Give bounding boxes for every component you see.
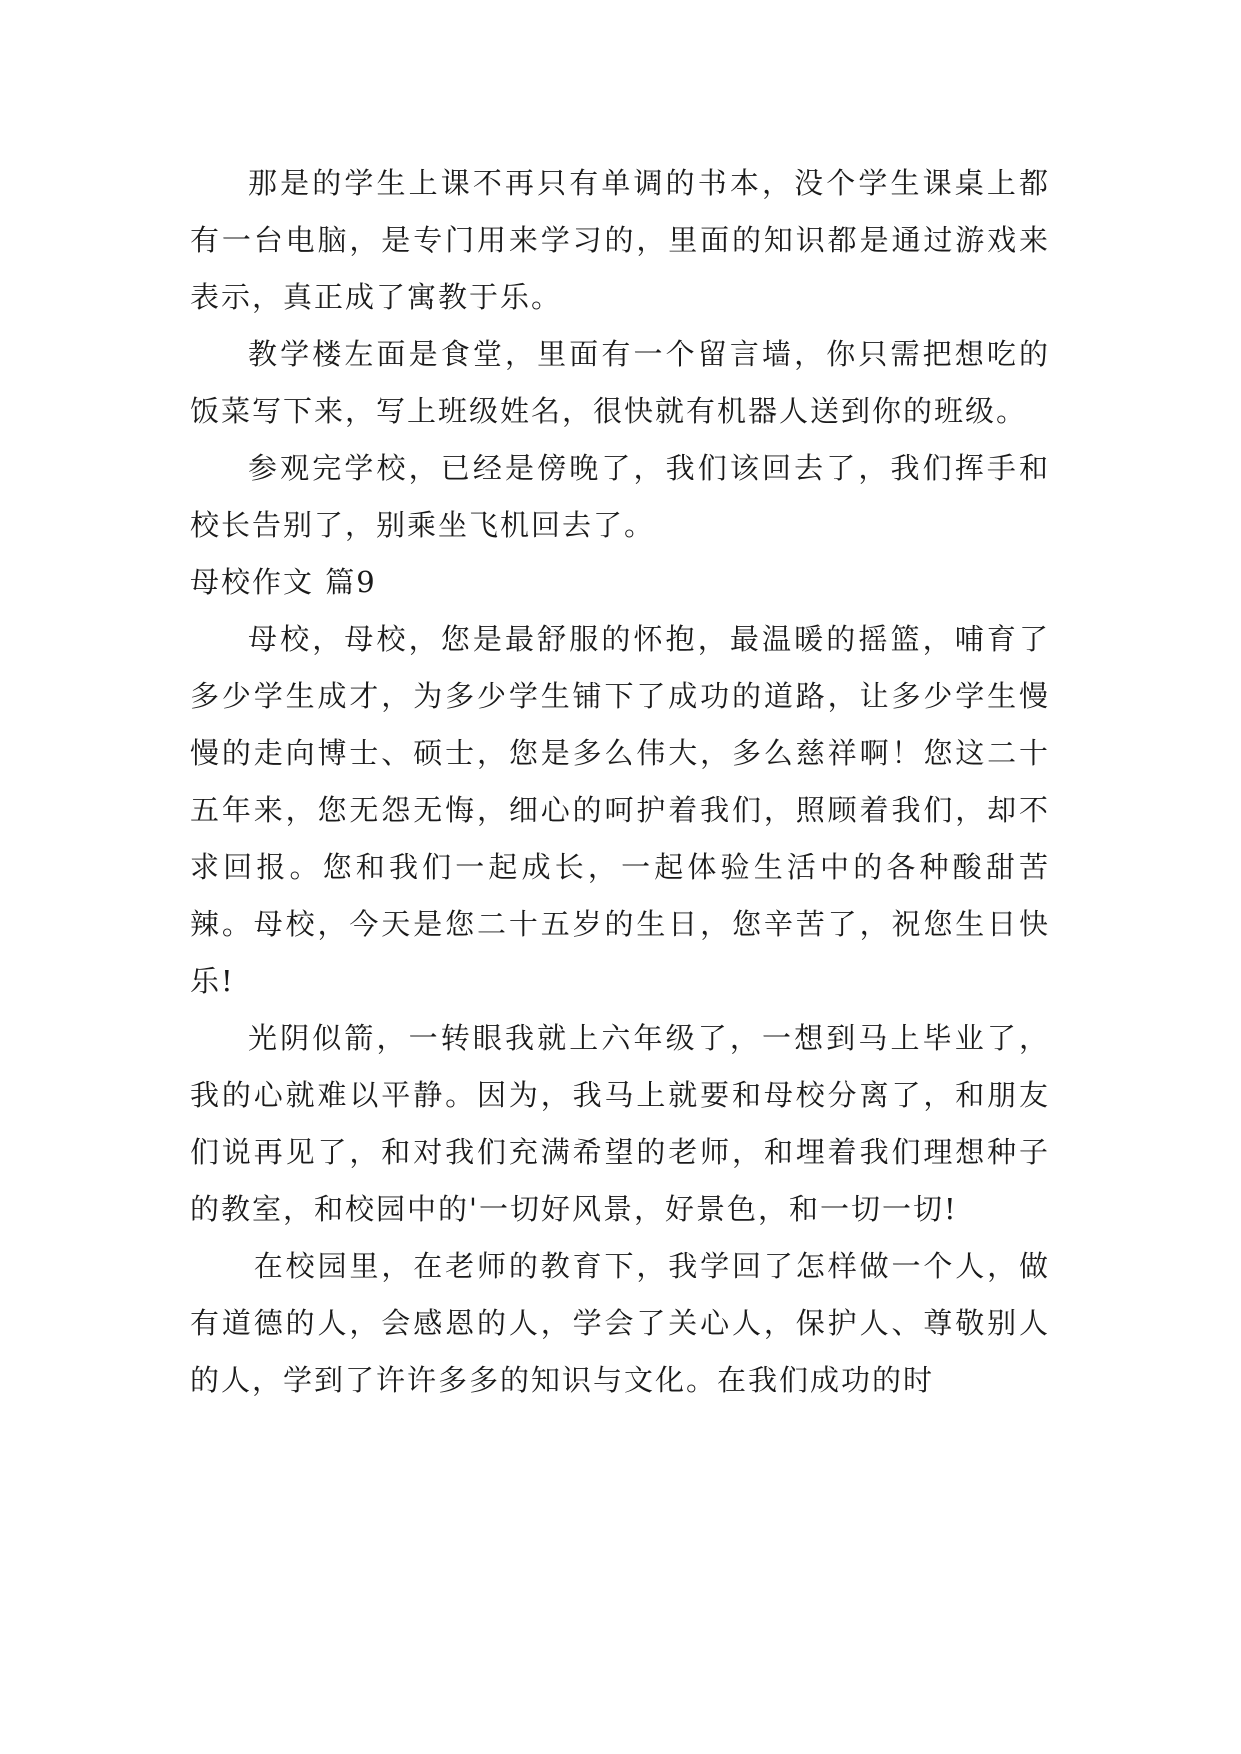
paragraph: 母校，母校，您是最舒服的怀抱，最温暖的摇篮，哺育了多少学生成才，为多少学生铺下了成功的道路，让多少学生慢慢的走向博士、硕士，您是多么伟大，多么慈祥啊！您这二十五年来，您无怨无悔，细心的呵护着我们，照顾着我们，却不求回报。您和我们一起成长，一起体验生活中的各种酸甜苦辣。母校，今天是您二十五岁的生日，您辛苦了，祝您生日快乐! [190, 622, 1050, 998]
paragraph: 那是的学生上课不再只有单调的书本，没个学生课桌上都有一台电脑，是专门用来学习的，里面的知识都是通过游戏来表示，真正成了寓教于乐。 [190, 166, 1050, 314]
document-page [190, 155, 1050, 1409]
paragraph: 教学楼左面是食堂，里面有一个留言墙，你只需把想吃的饭菜写下来，写上班级姓名，很快就有机器人送到你的班级。 [190, 337, 1050, 428]
paragraph: 在校园里，在老师的教育下，我学回了怎样做一个人，做有道德的人，会感恩的人，学会了关心人，保护人、尊敬别人的人，学到了许许多多的知识与文化。在我们成功的时 [190, 1249, 1050, 1397]
section-heading: 母校作文 篇9 [190, 565, 377, 599]
paragraph: 参观完学校，已经是傍晚了，我们该回去了，我们挥手和校长告别了，别乘坐飞机回去了。 [190, 451, 1050, 542]
paragraph: 光阴似箭，一转眼我就上六年级了，一想到马上毕业了，我的心就难以平静。因为，我马上就要和母校分离了，和朋友们说再见了，和对我们充满希望的老师，和埋着我们理想种子的教室，和校园中的'一切好风景，好景色，和一切一切! [190, 1021, 1050, 1226]
